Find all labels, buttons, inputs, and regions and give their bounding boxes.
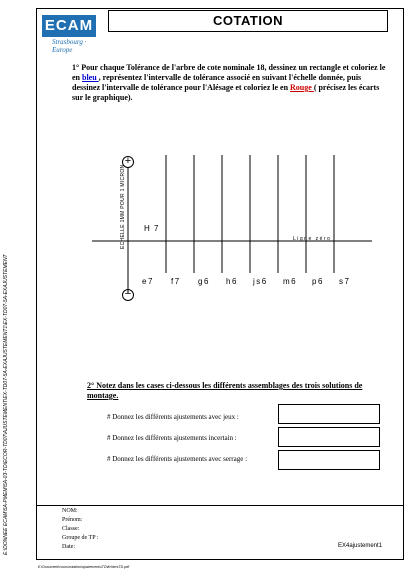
file-path-margin — [1, 160, 15, 560]
footer-field-date: Date: — [62, 544, 75, 550]
bore-tolerance-label: H 7 — [144, 224, 160, 233]
minus-icon: − — [122, 289, 134, 301]
shaft-label-s7: s7 — [339, 277, 351, 286]
file-path-text: E:\DONNEE ECAM\5A-PMEM\5A-03-TD\ECOR-TD07\AJUSTEMENT\EX-TD07-5A-EXAJUSTEMENT1\EX-TD07-5A-EXAJUSTEMENT — [3, 254, 9, 555]
footer-divider — [36, 505, 404, 506]
shaft-label-f7: f7 — [171, 277, 181, 286]
instruction-1 — [72, 63, 388, 103]
footer-field-groupe: Groupe de TP : — [62, 535, 99, 541]
question-2-text: 2° Notez dans les cases ci-dessous les différents assemblages des trois solutions de montage. — [87, 381, 363, 400]
bottom-file-path: E:\Document\cours\cotation\ajustements\TD\fichiersTD.pdf — [38, 565, 130, 569]
document-reference: EX4ajustement1 — [338, 543, 383, 549]
answer-box-incertain[interactable] — [278, 427, 380, 447]
page-title: COTATION — [108, 10, 388, 32]
instruction-1-part-b: , représentez l'intervalle de tolérance associé en suivant l'échelle donnée, puis dessinez l'intervalle de tolérance pour l'Alésage et coloriez le en — [72, 73, 362, 92]
answer-row-label-serrage: # Donnez les différents ajustements avec serrage : — [107, 455, 248, 463]
answer-row-label-incertain: # Donnez les différents ajustements incertain : — [107, 434, 237, 442]
instruction-1-part-a: 1° Pour chaque Tolérance de l'arbre de cote nominale 18, dessinez un rectangle et coloriez le en — [72, 63, 386, 82]
diagram-lines — [90, 155, 380, 355]
instruction-1-red-word: Rouge — [290, 83, 314, 92]
footer-field-prenom: Prénom: — [62, 517, 83, 523]
ecam-logo — [40, 13, 100, 54]
instruction-1-part-c: ( précisez les écarts sur le graphique). — [72, 83, 380, 102]
shaft-label-g6: g6 — [198, 277, 210, 286]
zero-line-label: Ligne zéro — [293, 236, 332, 242]
shaft-label-js6: js6 — [253, 277, 268, 286]
shaft-label-p6: p6 — [312, 277, 324, 286]
plus-icon: + — [122, 156, 134, 168]
logo-tagline: Strasbourg · Europe — [52, 38, 87, 54]
tolerance-diagram — [90, 155, 380, 355]
answer-box-jeux[interactable] — [278, 404, 380, 424]
shaft-label-e7: e7 — [142, 277, 154, 286]
instruction-1-blue-word: bleu — [82, 73, 99, 82]
footer-field-nom: NOM: — [62, 508, 78, 514]
question-2 — [87, 381, 383, 401]
footer-field-classe: Classe: — [62, 526, 80, 532]
shaft-label-h6: h6 — [226, 277, 238, 286]
answer-box-serrage[interactable] — [278, 450, 380, 470]
answer-row-label-jeux: # Donnez les différents ajustements avec jeux : — [107, 413, 239, 421]
scale-axis-label: ECHELLE 1MM POUR 1 MICRON — [120, 164, 126, 249]
logo-wordmark: ECAM — [42, 15, 96, 37]
shaft-label-m6: m6 — [283, 277, 298, 286]
